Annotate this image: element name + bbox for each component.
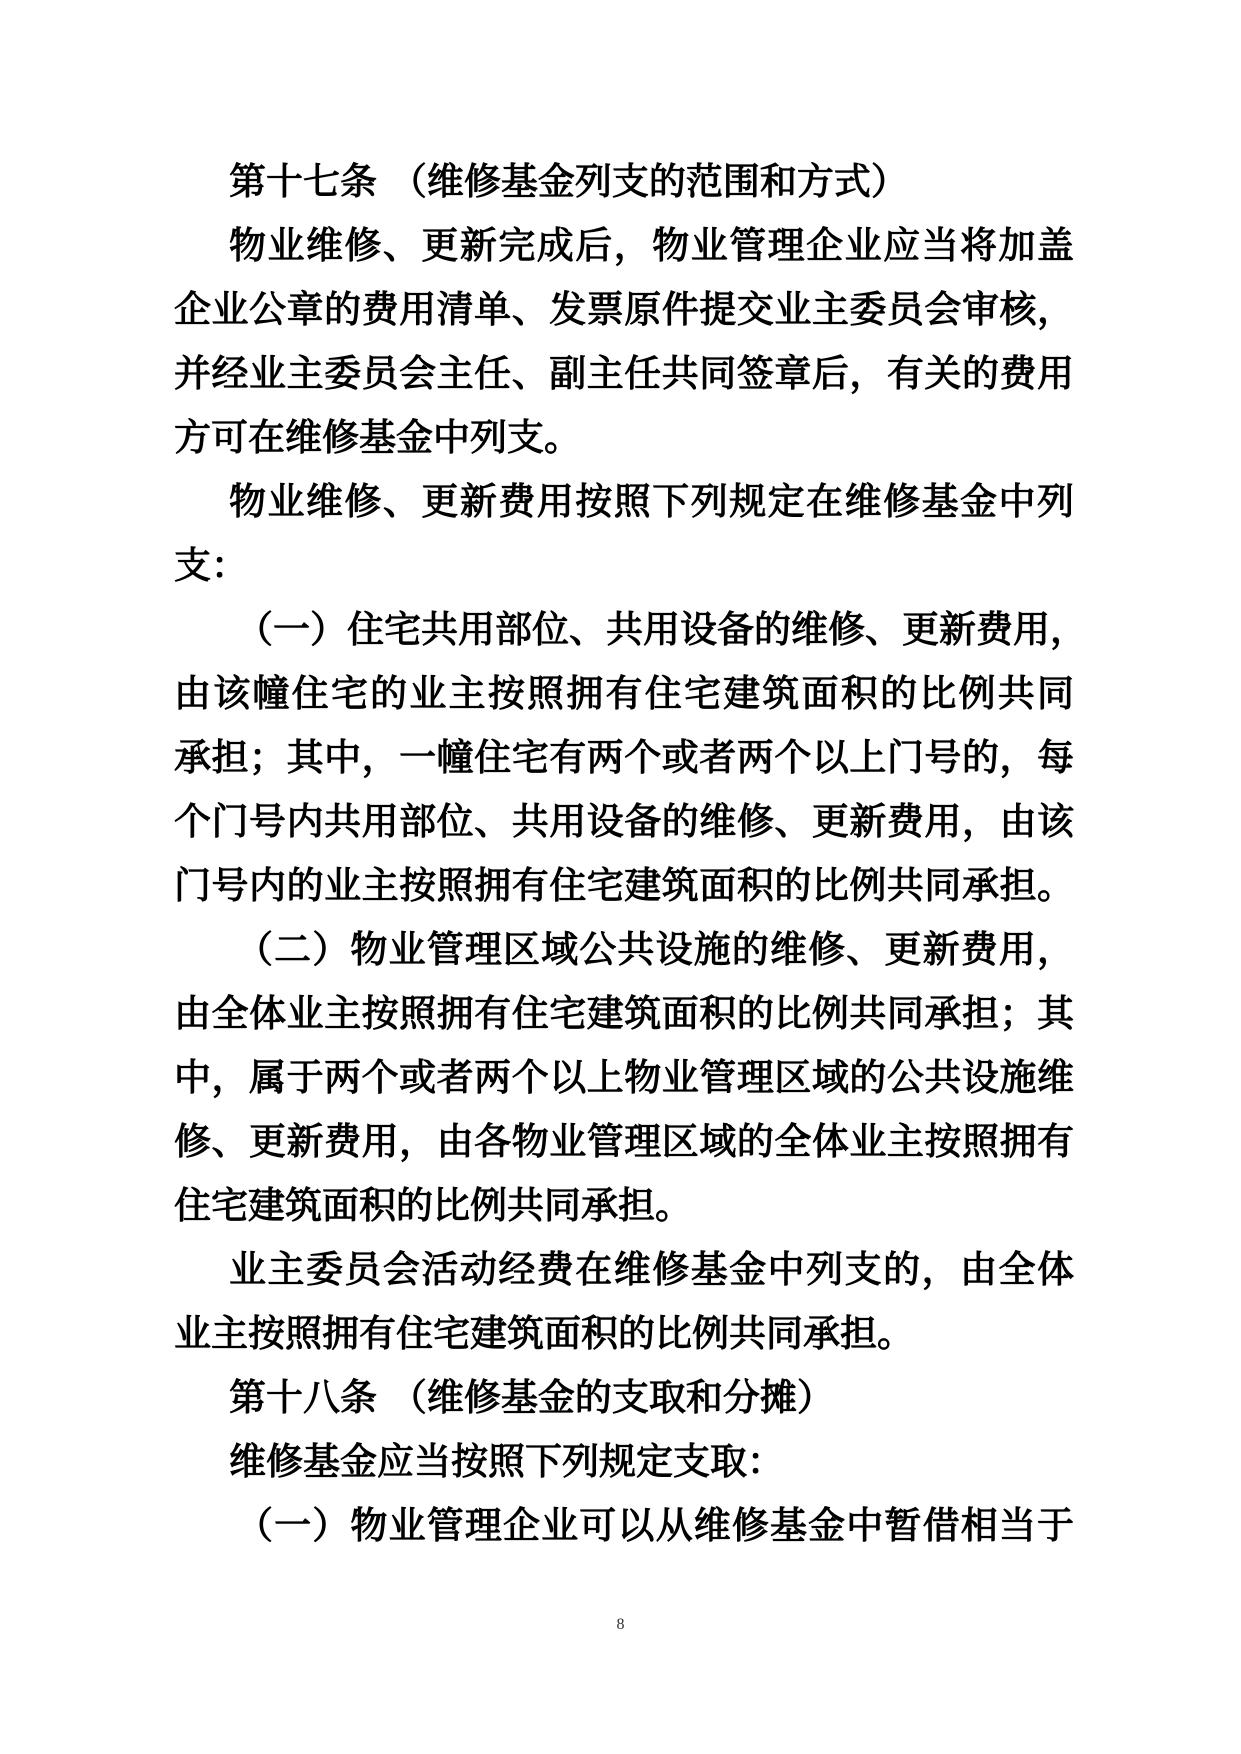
text-line: 业主委员会活动经费在维修基金中列支的，由全体 [229,1248,1074,1291]
text-line: 个门号内共用部位、共用设备的维修、更新费用，由该 [174,800,1074,843]
text-line: 由全体业主按照拥有住宅建筑面积的比例共同承担；其 [174,992,1074,1035]
page-number: 8 [616,1616,625,1633]
text-line: 修、更新费用，由各物业管理区域的全体业主按照拥有 [174,1120,1074,1163]
list-item-1-line: （一）物业管理企业可以从维修基金中暂借相当于 [236,1504,1074,1547]
text-line: 承担；其中，一幢住宅有两个或者两个以上门号的，每 [174,736,1074,779]
text-line: 物业维修、更新完成后，物业管理企业应当将加盖 [229,224,1074,267]
list-item-1-line: （一）住宅共用部位、共用设备的维修、更新费用， [236,608,1087,651]
text-line: 物业维修、更新费用按照下列规定在维修基金中列 [229,480,1074,523]
text-line: 由该幢住宅的业主按照拥有住宅建筑面积的比例共同 [174,672,1074,715]
text-line: 门号内的业主按照拥有住宅建筑面积的比例共同承担。 [174,864,1074,907]
text-line: 并经业主委员会主任、副主任共同签章后，有关的费用 [174,352,1074,395]
list-item-2-line: （二）物业管理区域公共设施的维修、更新费用， [236,928,1074,971]
text-line: 维修基金应当按照下列规定支取： [229,1440,784,1483]
text-line: 企业公章的费用清单、发票原件提交业主委员会审核， [174,288,1074,331]
document-body [174,150,1087,1558]
text-line: 业主按照拥有住宅建筑面积的比例共同承担。 [174,1312,914,1355]
article-18-heading: 第十八条 （维修基金的支取和分摊） [229,1376,834,1419]
text-line: 住宅建筑面积的比例共同承担。 [174,1184,692,1227]
article-17-heading: 第十七条 （维修基金列支的范围和方式） [229,160,908,203]
text-line: 中，属于两个或者两个以上物业管理区域的公共设施维 [174,1056,1074,1099]
text-line: 支： [174,544,248,587]
text-line: 方可在维修基金中列支。 [174,416,581,459]
